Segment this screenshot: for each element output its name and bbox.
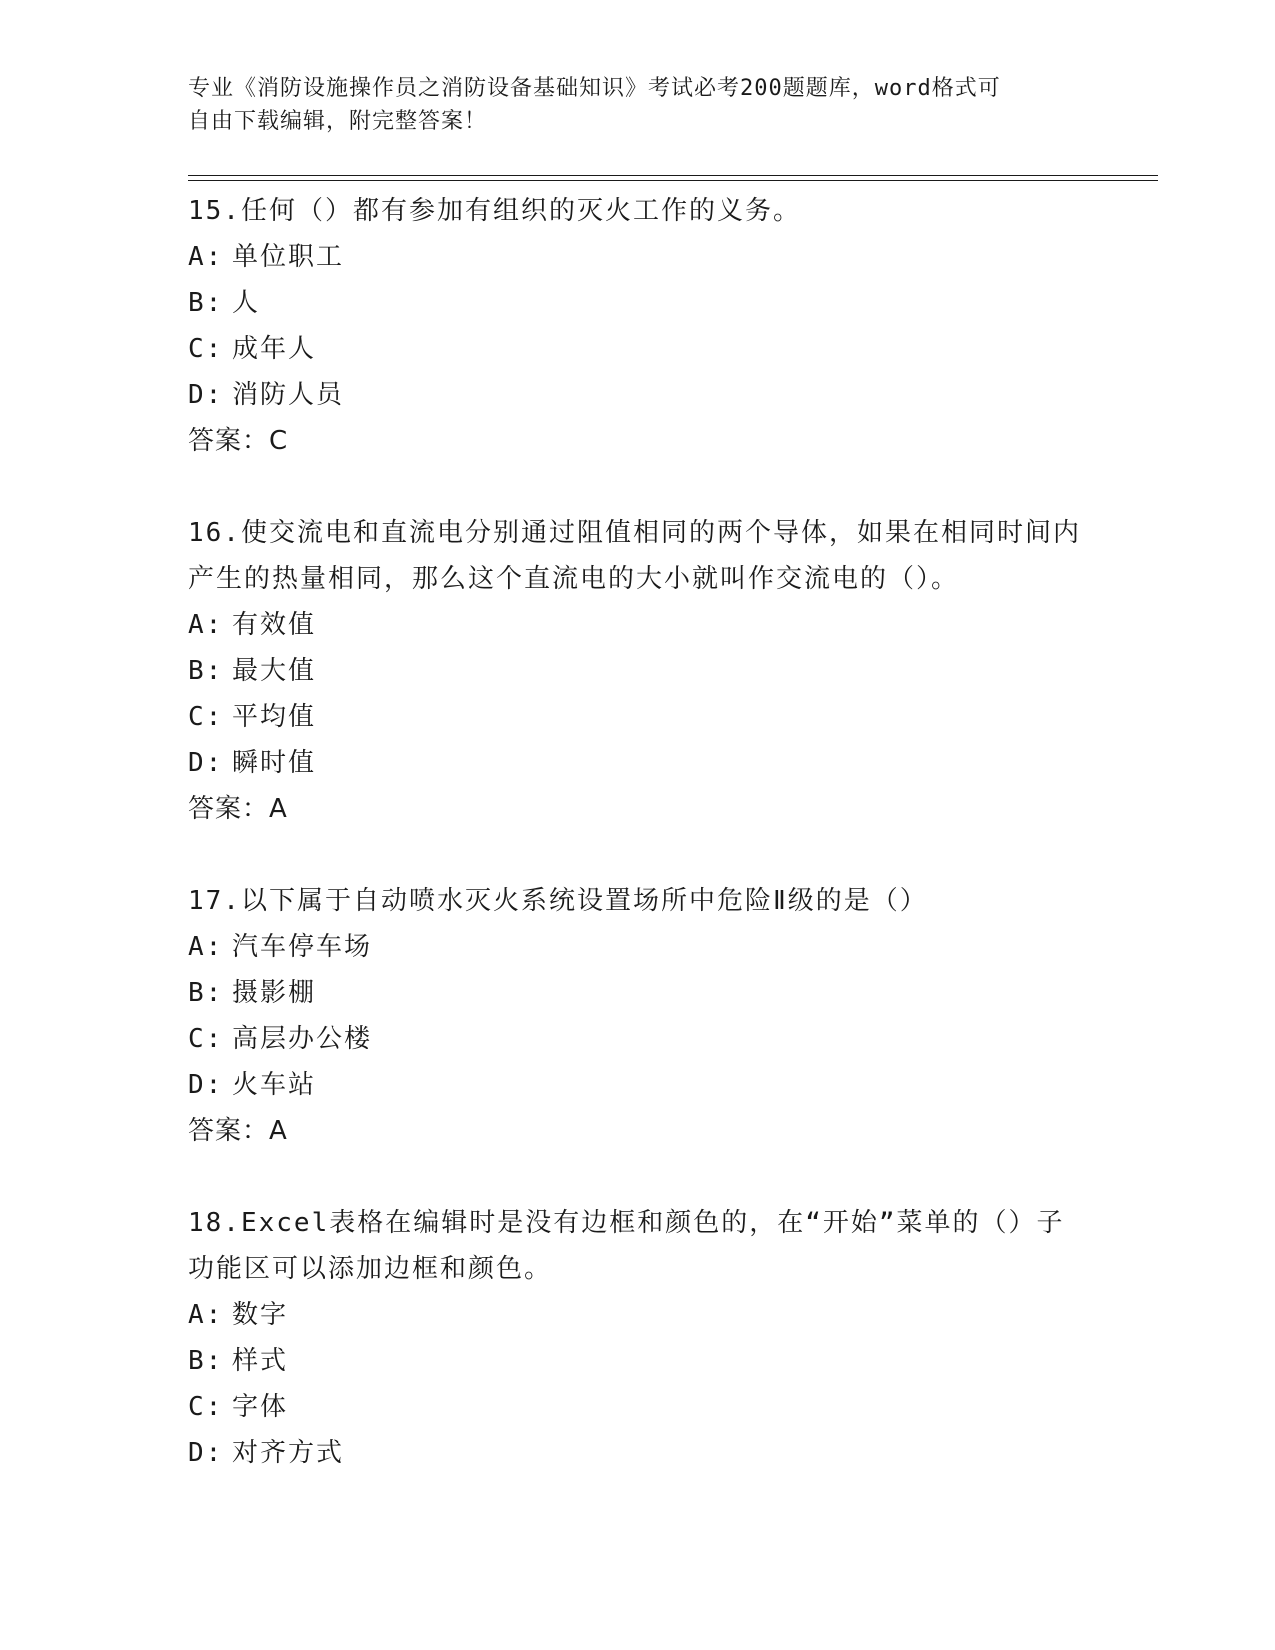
option-key: D: [188, 1438, 224, 1468]
option-text: 人 [232, 288, 261, 318]
option-text: 摄影棚 [232, 978, 317, 1008]
option-key: A: [188, 932, 224, 962]
option-text: 样式 [232, 1346, 289, 1376]
option-text: 字体 [232, 1392, 289, 1422]
question-list [188, 188, 1088, 1522]
option-text: 汽车停车场 [232, 932, 373, 962]
option-text: 单位职工 [232, 242, 345, 272]
option-text: 消防人员 [232, 380, 345, 410]
question-text: 16.使交流电和直流电分别通过阻值相同的两个导体，如果在相同时间内产生的热量相同，那么这个直流电的大小就叫作交流电的（）。 [188, 518, 1081, 594]
option-text: 高层办公楼 [232, 1024, 373, 1054]
option-b [188, 970, 1088, 1016]
option-key: C: [188, 334, 224, 364]
answer-line: 答案：A [188, 794, 288, 824]
question-text: 15.任何（）都有参加有组织的灭火工作的义务。 [188, 196, 801, 226]
question-17 [188, 878, 1088, 1154]
option-d [188, 740, 1088, 786]
option-text: 有效值 [232, 610, 317, 640]
option-text: 火车站 [232, 1070, 317, 1100]
option-key: C: [188, 1392, 224, 1422]
option-c [188, 694, 1088, 740]
option-text: 瞬时值 [232, 748, 317, 778]
answer-line: 答案：A [188, 1116, 288, 1146]
question-15 [188, 188, 1088, 464]
option-text: 成年人 [232, 334, 317, 364]
option-d [188, 372, 1088, 418]
option-key: B: [188, 1346, 224, 1376]
option-text: 对齐方式 [232, 1438, 345, 1468]
header-line-1: 专业《消防设施操作员之消防设备基础知识》考试必考200题题库，word格式可 [188, 76, 1001, 101]
question-16 [188, 510, 1088, 832]
header-divider-bottom [188, 180, 1158, 181]
document-header [188, 72, 1088, 138]
option-a [188, 924, 1088, 970]
option-text: 最大值 [232, 656, 317, 686]
answer-line: 答案：C [188, 426, 289, 456]
option-text: 数字 [232, 1300, 289, 1330]
option-d [188, 1062, 1088, 1108]
header-divider-top [188, 175, 1158, 176]
option-a [188, 602, 1088, 648]
option-b [188, 280, 1088, 326]
question-text: 18.Excel表格在编辑时是没有边框和颜色的，在“开始”菜单的（）子功能区可以添加边框和颜色。 [188, 1208, 1065, 1284]
option-c [188, 326, 1088, 372]
option-key: C: [188, 702, 224, 732]
option-text: 平均值 [232, 702, 317, 732]
question-text: 17.以下属于自动喷水灭火系统设置场所中危险Ⅱ级的是（） [188, 886, 928, 916]
option-key: D: [188, 380, 224, 410]
option-a [188, 1292, 1088, 1338]
option-key: D: [188, 1070, 224, 1100]
question-18 [188, 1200, 1088, 1476]
option-key: C: [188, 1024, 224, 1054]
option-key: D: [188, 748, 224, 778]
option-a [188, 234, 1088, 280]
option-d [188, 1430, 1088, 1476]
option-b [188, 1338, 1088, 1384]
option-c [188, 1016, 1088, 1062]
option-key: A: [188, 610, 224, 640]
option-key: A: [188, 1300, 224, 1330]
option-key: B: [188, 656, 224, 686]
option-key: A: [188, 242, 224, 272]
option-key: B: [188, 978, 224, 1008]
option-b [188, 648, 1088, 694]
header-line-2: 自由下载编辑，附完整答案！ [188, 109, 488, 134]
option-key: B: [188, 288, 224, 318]
option-c [188, 1384, 1088, 1430]
